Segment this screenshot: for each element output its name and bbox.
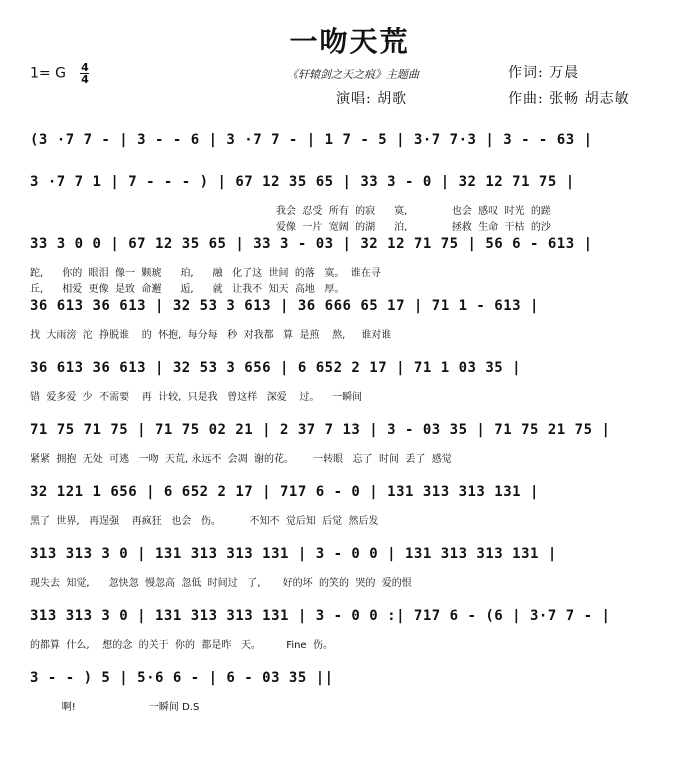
lyric-line: 找 大雨滂 沱 挣脱谁 的 怀抱, 每分每 秒 对我都 算 是煎 熬, 谁对谁: [30, 330, 392, 341]
lyricist-credit: 作词: 万晨: [508, 65, 580, 81]
score-line: [30, 296, 680, 358]
time-signature: [80, 62, 89, 85]
score-line: [30, 482, 680, 544]
lyric-line: 丘, 相爱 更像 是致 命邂 逅, 就 让我不 知天 高地 厚。: [30, 284, 345, 295]
lyric-line: 的都算 什么, 想的念 的关于 你的 都是昨 天。 Fine 伤。: [30, 640, 333, 651]
lyric-line: 紧紧 拥抱 无处 可逃 一吻 天荒, 永远不 会凋 谢的花。 一转眼 忘了 时间 丢了 感觉: [30, 454, 452, 465]
key-label: 1= G: [30, 65, 66, 82]
lyric-line: 爱像 一片 宽阔 的湖 泊, 拯救 生命 干枯 的沙: [276, 222, 551, 233]
notation-line: 313 313 3 0 | 131 313 313 131 | 3 - 0 0 | 131 313 313 131 |: [30, 546, 557, 562]
lyric-line: 跎, 你的 眼泪 像一 颗琥 珀, 融 化了这 世间 的落 寞。 谁在寻: [30, 268, 381, 279]
notation-line: 3 ·7 7 1 | 7 - - - ) | 67 12 35 65 | 33 3 - 0 | 32 12 71 75 |: [30, 174, 575, 190]
notation-line: 36 613 36 613 | 32 53 3 613 | 36 666 65 17 | 71 1 - 613 |: [30, 298, 539, 314]
composer-credit: 作曲: 张畅 胡志敏: [508, 91, 630, 107]
lyric-line: 啊! 一瞬间 D.S: [30, 702, 200, 713]
score-line: [30, 172, 680, 234]
notation-line: 3 - - ) 5 | 5·6 6 - | 6 - 03 35 ||: [30, 670, 334, 686]
notation-line: 36 613 36 613 | 32 53 3 656 | 6 652 2 17 | 71 1 03 35 |: [30, 360, 522, 376]
notation-line: 33 3 0 0 | 67 12 35 65 | 33 3 - 03 | 32 12 71 75 | 56 6 - 613 |: [30, 236, 593, 252]
score-line: [30, 420, 680, 482]
key-signature: [30, 62, 89, 85]
score-line: [30, 668, 680, 758]
time-signature-top: 4: [81, 61, 89, 74]
score-line: [30, 358, 680, 420]
notation-line: 71 75 71 75 | 71 75 02 21 | 2 37 7 13 | 3 - 03 35 | 71 75 21 75 |: [30, 422, 611, 438]
notation-line: 32 121 1 656 | 6 652 2 17 | 717 6 - 0 | 131 313 313 131 |: [30, 484, 539, 500]
lyric-line: 错 爱多爱 少 不需要 再 计较, 只是我 曾这样 深爱 过。 一瞬间: [30, 392, 363, 403]
lyric-line: 黑了 世界, 再逞强 再疯狂 也会 伤。 不知不 觉后知 后觉 然后发: [30, 516, 379, 527]
notation-line: (3 ·7 7 - | 3 - - 6 | 3 ·7 7 - | 1 7 - 5 | 3·7 7·3 | 3 - - 63 |: [30, 132, 593, 148]
song-source: 《轩辕剑之天之痕》主题曲: [287, 68, 419, 81]
score-line: [30, 606, 680, 668]
notation-line: 313 313 3 0 | 131 313 313 131 | 3 - 0 0 :| 717 6 - (6 | 3·7 7 - |: [30, 608, 611, 624]
score-line: [30, 130, 680, 172]
score-line: [30, 234, 680, 296]
score-body: [30, 130, 680, 758]
lyric-line: 现失去 知觉, 忽快忽 慢忽高 忽低 时间过 了, 好的坏 的笑的 哭的 爱的恨: [30, 578, 412, 589]
score-line: [30, 544, 680, 606]
time-signature-bottom: 4: [81, 73, 89, 86]
song-title: 一吻天荒: [289, 25, 410, 58]
singer-credit: 演唱: 胡歌: [336, 91, 408, 107]
lyric-line: 我会 忍受 所有 的寂 寞, 也会 感叹 时光 的蹉: [276, 206, 551, 217]
